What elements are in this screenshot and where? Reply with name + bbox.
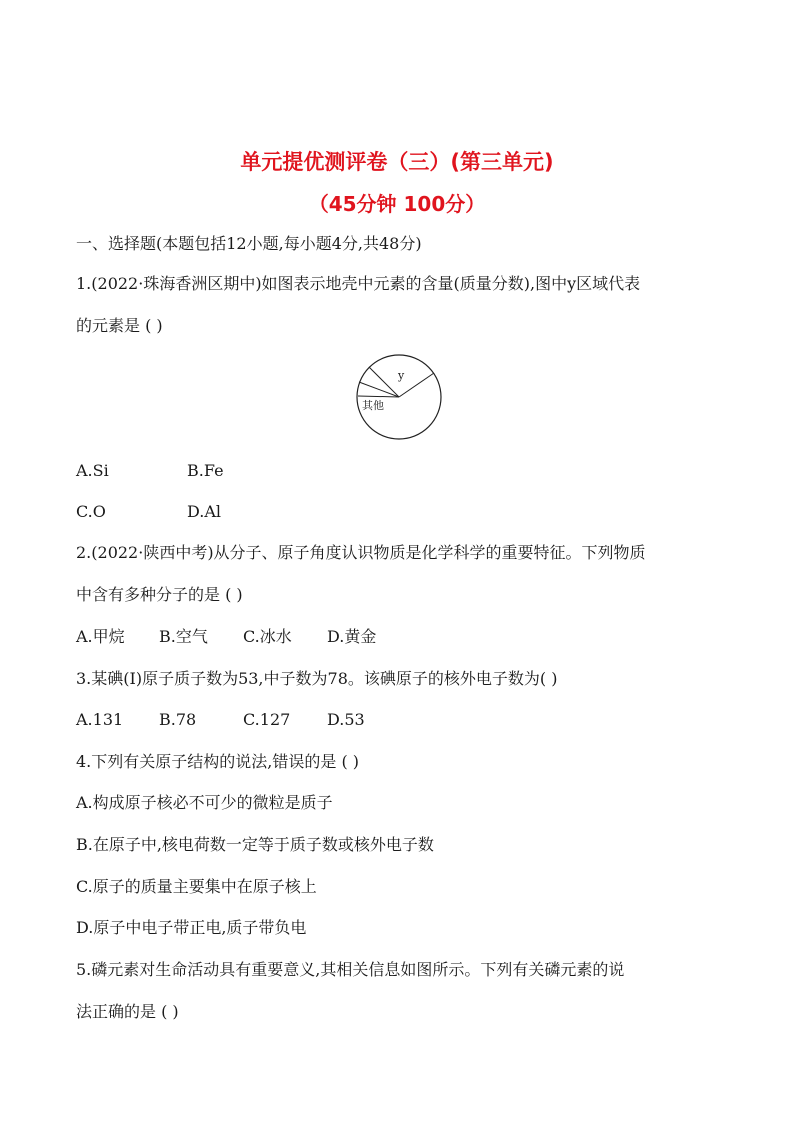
q3-line1: 3.某碘(I)原子质子数为53,中子数为78。该碘原子的核外电子数为( ) [76, 669, 558, 688]
crust-element-pie-figure [356, 354, 446, 440]
q2-option-b: B.空气 [159, 627, 208, 646]
q2-option-c: C.冰水 [243, 627, 292, 646]
q4-option-c: C.原子的质量主要集中在原子核上 [76, 877, 317, 896]
q3-option-b: B.78 [159, 710, 197, 729]
q1-option-b: B.Fe [187, 461, 224, 480]
q3-option-c: C.127 [243, 710, 291, 729]
q1-option-a: A.Si [76, 461, 109, 480]
q2-option-d: D.黄金 [327, 627, 377, 646]
q2-line2: 中含有多种分子的是 ( ) [76, 585, 243, 604]
q5-line2: 法正确的是 ( ) [76, 1002, 179, 1021]
exam-title: 单元提优测评卷（三）(第三单元) [240, 150, 554, 174]
pie-divider-4 [358, 396, 399, 397]
q4-line1: 4.下列有关原子结构的说法,错误的是 ( ) [76, 752, 360, 771]
q2-option-a: A.甲烷 [76, 627, 125, 646]
exam-subtitle: （45分钟 100分） [308, 192, 486, 216]
q4-option-d: D.原子中电子带正电,质子带负电 [76, 918, 307, 937]
q4-option-a: A.构成原子核必不可少的微粒是质子 [76, 793, 333, 812]
q1-option-c: C.O [76, 502, 106, 521]
q3-option-a: A.131 [76, 710, 124, 729]
q3-option-d: D.53 [327, 710, 365, 729]
q1-option-d: D.Al [187, 502, 222, 521]
pie-divider-3 [359, 382, 399, 397]
q1-line2: 的元素是 ( ) [76, 316, 163, 335]
pie-divider-1 [399, 373, 434, 397]
q5-line1: 5.磷元素对生命活动具有重要意义,其相关信息如图所示。下列有关磷元素的说 [76, 960, 625, 979]
pie-label-y: y [398, 369, 405, 382]
pie-divider-2 [369, 367, 399, 397]
pie-label-other: 其他 [362, 399, 384, 412]
q4-option-b: B.在原子中,核电荷数一定等于质子数或核外电子数 [76, 835, 434, 854]
q1-line1: 1.(2022·珠海香洲区期中)如图表示地壳中元素的含量(质量分数),图中y区域代表 [76, 274, 641, 293]
section-heading: 一、选择题(本题包括12小题,每小题4分,共48分) [76, 234, 422, 253]
q2-line1: 2.(2022·陕西中考)从分子、原子角度认识物质是化学科学的重要特征。下列物质 [76, 543, 646, 562]
